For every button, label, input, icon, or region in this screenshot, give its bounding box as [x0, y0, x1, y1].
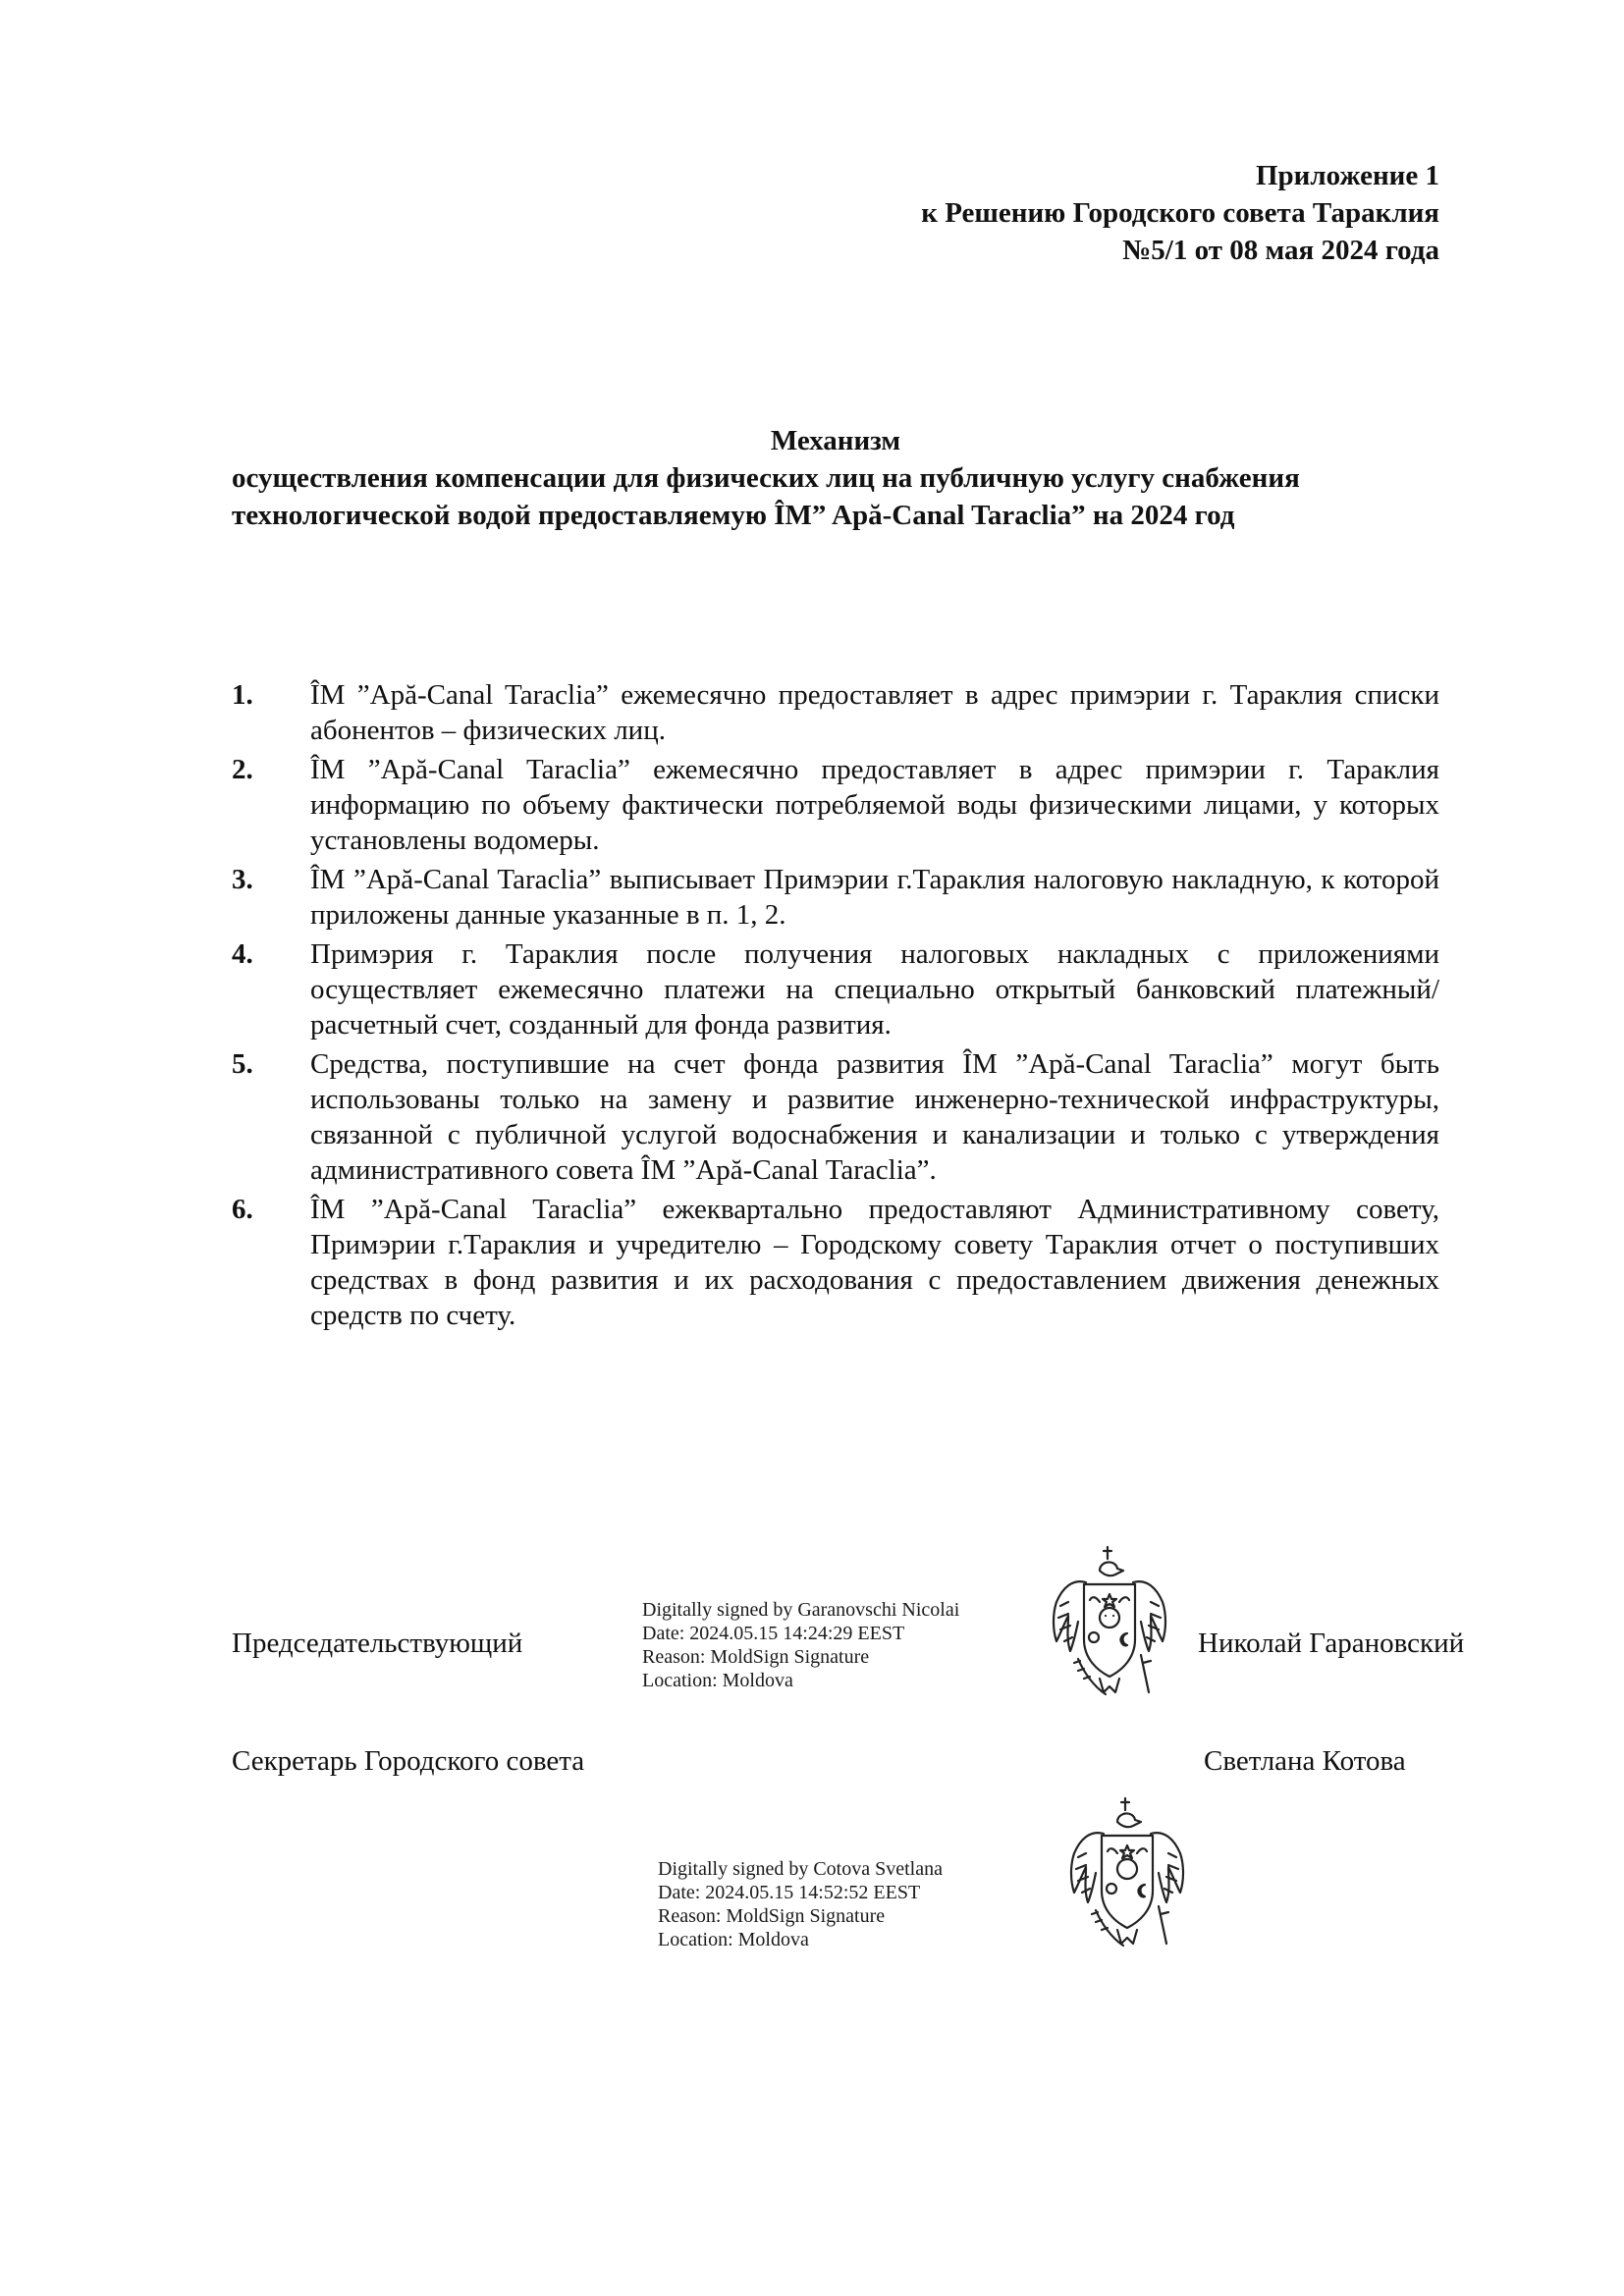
mechanism-list [232, 677, 1439, 1337]
list-item-number: 6. [232, 1194, 253, 1225]
list-item [232, 677, 1439, 748]
digital-signature-stamp-secretary [658, 1857, 943, 1951]
moldova-coat-of-arms-icon [1064, 1796, 1190, 1957]
list-item-number: 2. [232, 754, 253, 785]
title-main: Механизм [770, 425, 901, 456]
title-subtitle-line-2: технологической водой предоставляемую ÎM” Apă-Canal Taraclia” на 2024 год [232, 500, 1235, 531]
digital-signature-stamp-chair [642, 1598, 959, 1692]
chair-role-label: Председательствующий [232, 1628, 523, 1659]
list-item [232, 936, 1439, 1042]
list-item-text: ÎM ”Apă-Canal Taraclia” ежемесячно предоставляет в адрес примэрии г. Тараклия информацию по объему фактически потребляемой воды физическими лицами, у которых установлены водомеры. [310, 754, 1439, 856]
list-item [232, 752, 1439, 858]
digital-signature-date: Date: 2024.05.15 14:52:52 EEST [658, 1882, 921, 1903]
title-subtitle-line-1: осуществления компенсации для физических лиц на публичную услугу снабжения [232, 462, 1300, 494]
digital-signature-location: Location: Moldova [642, 1670, 793, 1691]
list-item-text: ÎM ”Apă-Canal Taraclia” выписывает Примэрии г.Тараклия налоговую накладную, к которой приложены данные указанные в п. 1, 2. [310, 864, 1439, 931]
list-item-number: 4. [232, 938, 253, 970]
digital-signature-signer: Digitally signed by Cotova Svetlana [658, 1858, 943, 1880]
list-item [232, 1192, 1439, 1333]
list-item-text: ÎM ”Apă-Canal Taraclia” ежемесячно предоставляет в адрес примэрии г. Тараклия списки абонентов – физических лиц. [310, 679, 1439, 746]
digital-signature-signer: Digitally signed by Garanovschi Nicolai [642, 1599, 960, 1621]
appendix-decision-date: №5/1 от 08 мая 2024 года [1122, 235, 1439, 266]
digital-signature-reason: Reason: MoldSign Signature [642, 1646, 870, 1668]
digital-signature-reason: Reason: MoldSign Signature [658, 1905, 886, 1927]
appendix-number: Приложение 1 [1256, 160, 1439, 191]
secretary-name: Светлана Котова [1204, 1745, 1406, 1777]
secretary-role-label: Секретарь Городского совета [232, 1745, 585, 1777]
document-title [232, 422, 1439, 534]
list-item-text: Средства, поступившие на счет фонда развития ÎM ”Apă-Canal Taraclia” могут быть использованы только на замену и развитие инженерно-технической инфраструктуры, связанной с публичной услугой водоснабжения и канализации и только с утверждения административного совета ÎM ”Apă-Canal Taraclia”. [310, 1048, 1439, 1186]
list-item-number: 5. [232, 1048, 253, 1080]
appendix-header [556, 157, 1439, 269]
moldova-coat-of-arms-icon [1047, 1545, 1172, 1706]
list-item-number: 3. [232, 864, 253, 895]
list-item-number: 1. [232, 679, 253, 711]
list-item-text: Примэрия г. Тараклия после получения налоговых накладных с приложениями осуществляет ежемесячно платежи на специально открытый банковский платежный/расчетный счет, созданный для фонда развития. [310, 938, 1439, 1041]
digital-signature-date: Date: 2024.05.15 14:24:29 EEST [642, 1623, 905, 1644]
list-item [232, 862, 1439, 933]
digital-signature-location: Location: Moldova [658, 1929, 809, 1950]
appendix-decision-ref: к Решению Городского совета Тараклия [921, 197, 1439, 229]
chair-name: Николай Гарановский [1198, 1628, 1465, 1659]
list-item-text: ÎM ”Apă-Canal Taraclia” ежеквартально предоставляют Административному совету, Примэрии г.Тараклия и учредителю – Городскому совету Тараклия отчет о поступивших средствах в фонд развития и их расходования с предоставлением движения денежных средств по счету. [310, 1194, 1439, 1331]
list-item [232, 1046, 1439, 1188]
